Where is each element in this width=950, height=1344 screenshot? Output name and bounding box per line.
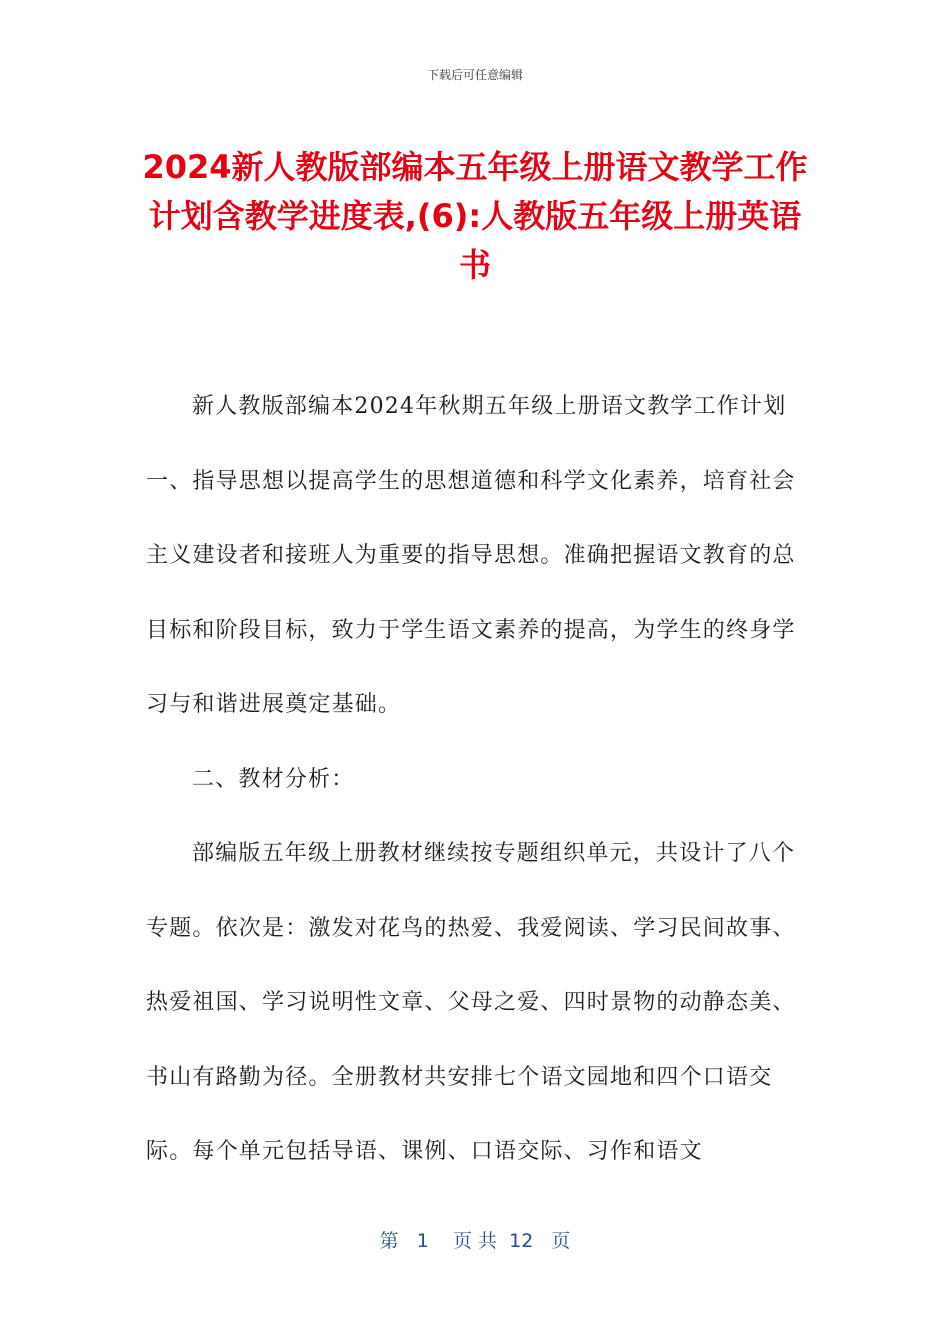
paragraph-guiding-ideology: 一、指导思想以提高学生的思想道德和科学文化素养，培育社会主义建设者和接班人为重要的指导思想。准确把握语文教育的总目标和阶段目标，致力于学生语文素养的提高，为学生的终身学习与和谐进展奠定基础。 (146, 468, 796, 717)
footer-label-page: 第 (379, 1230, 399, 1252)
footer-total-pages: 12 (509, 1230, 534, 1252)
paragraph-plan-title: 新人教版部编本2024年秋期五年级上册语文教学工作计划 (192, 394, 787, 419)
paragraph-textbook-analysis: 部编版五年级上册教材继续按专题组织单元，共设计了八个专题。依次是：激发对花鸟的热爱、我爱阅读、学习民间故事、热爱祖国、学习说明性文章、父母之爱、四时景物的动静态美、书山有路勤为径。全册教材共安排七个语文园地和四个口语交际。每个单元包括导语、课例、口语交际、习作和语文 (146, 841, 796, 1164)
document-title: 2024新人教版部编本五年级上册语文教学工作计划含教学进度表,(6):人教版五年级上册英语书 (142, 148, 808, 284)
footer-current-page: 1 (416, 1230, 429, 1252)
footer-label-total: 页 共 (452, 1230, 498, 1252)
footer-label-end: 页 (551, 1230, 571, 1252)
header-note: 下载后可任意编辑 (426, 68, 523, 82)
document-body (146, 370, 796, 1190)
page-footer (0, 1226, 950, 1253)
paragraph-textbook-analysis-heading: 二、教材分析： (192, 766, 355, 792)
